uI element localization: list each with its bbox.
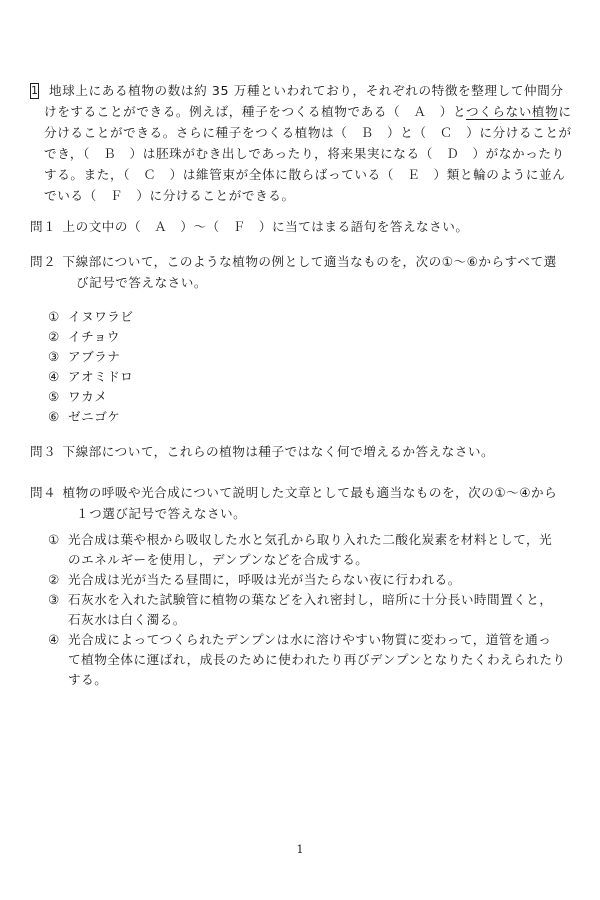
choice-number: ③	[48, 592, 60, 607]
choice-item	[48, 387, 548, 407]
intro-text-2: けをすることができる。例えば，種子をつくる植物である（ Ａ ）と	[44, 104, 466, 119]
question-4	[30, 482, 558, 524]
question-2-label: 問２	[30, 254, 57, 269]
choice-text: 光合成は葉や根から吸収した水と気孔から取り入れた二酸化炭素を材料として，光	[68, 532, 553, 547]
choice-item	[48, 570, 548, 590]
question-3	[30, 441, 550, 462]
choice-number: ⑤	[48, 389, 60, 404]
choice-number: ①	[48, 532, 60, 547]
choice-text-cont: て植物全体に運ばれ，成長のために使われたり再びデンプンとなりたくわえられたり	[68, 652, 566, 667]
choice-item	[48, 347, 548, 367]
choice-text: アオミドロ	[68, 369, 134, 384]
intro-line-4: でき，（ Ｂ ）は胚珠がむき出しであったり，将来果実になる（ Ｄ ）がなかったり	[44, 146, 565, 161]
question-1	[30, 216, 550, 237]
choice-number: ①	[48, 309, 60, 324]
choice-number: ③	[48, 349, 60, 364]
question-4-label: 問４	[30, 485, 57, 500]
choice-number: ④	[48, 632, 60, 647]
question-2-text: 下線部について，このような植物の例として適当なものを，次の①～⑥からすべて選	[62, 254, 557, 269]
question-4-text-cont: １つ選び記号で答えなさい。	[76, 506, 247, 521]
choice-number: ⑥	[48, 409, 60, 424]
choice-text: 石灰水を入れた試験管に植物の葉などを入れ密封し，暗所に十分長い時間置くと，	[68, 592, 553, 607]
choice-text: ゼニゴケ	[68, 409, 121, 424]
choice-item	[48, 367, 548, 387]
choice-number: ②	[48, 329, 60, 344]
choice-item	[48, 407, 548, 427]
question-number-box: 1	[31, 83, 38, 97]
intro-text-1: 地球上にある植物の数は約 35 万種といわれており，それぞれの特徴を整理して仲間分	[49, 83, 564, 98]
question-2-choices	[48, 307, 548, 427]
intro-line-2	[30, 101, 572, 122]
question-1-text: 上の文中の（ Ａ ）～（ Ｆ ）に当てはまる語句を答えなさい。	[62, 219, 469, 234]
choice-text: 光合成は光が当たる昼間に，呼吸は光が当たらない夜に行われる。	[68, 572, 461, 587]
choice-text: イチョウ	[68, 329, 120, 344]
choice-text-cont: のエネルギーを使用し，デンプンなどを合成する。	[68, 552, 369, 567]
choice-item	[48, 590, 553, 630]
question-1-label: 問１	[30, 219, 57, 234]
choice-number: ②	[48, 572, 60, 587]
choice-text: ワカメ	[68, 389, 108, 404]
intro-text-2-end: に	[558, 104, 572, 119]
choice-text: イヌワラビ	[68, 309, 134, 324]
question-4-choices	[48, 530, 566, 690]
intro-passage	[30, 80, 572, 206]
choice-item	[48, 307, 548, 327]
choice-text: 光合成によってつくられたデンプンは水に溶けやすい物質に変わって，道管を通っ	[68, 632, 552, 647]
choice-item	[48, 630, 566, 690]
question-3-text: 下線部について，これらの植物は種子ではなく何で増えるか答えなさい。	[62, 444, 495, 459]
choice-item	[48, 327, 548, 347]
intro-line-5: する。また，（ Ｃ ）は維管束が全体に散らばっている（ Ｅ ）類と輪のように並ん	[44, 167, 566, 182]
question-2-text-cont: び記号で答えなさい。	[76, 275, 207, 290]
page-number: 1	[296, 843, 304, 856]
choice-text-cont: する。	[68, 672, 108, 687]
choice-item	[48, 530, 553, 570]
choice-number: ④	[48, 369, 60, 384]
choice-text-cont: 石灰水は白く濁る。	[68, 612, 186, 627]
intro-line-3: 分けることができる。さらに種子をつくる植物は（ Ｂ ）と（ Ｃ ）に分けることが	[44, 125, 572, 140]
question-2	[30, 251, 557, 293]
intro-line-6: でいる（ Ｆ ）に分けることができる。	[44, 188, 295, 203]
choice-text: アブラナ	[68, 349, 121, 364]
intro-line-1	[30, 80, 564, 101]
question-3-label: 問３	[30, 444, 57, 459]
question-4-text: 植物の呼吸や光合成について説明した文章として最も適当なものを，次の①～④から	[62, 485, 558, 500]
underlined-phrase: つくらない植物	[465, 104, 559, 119]
